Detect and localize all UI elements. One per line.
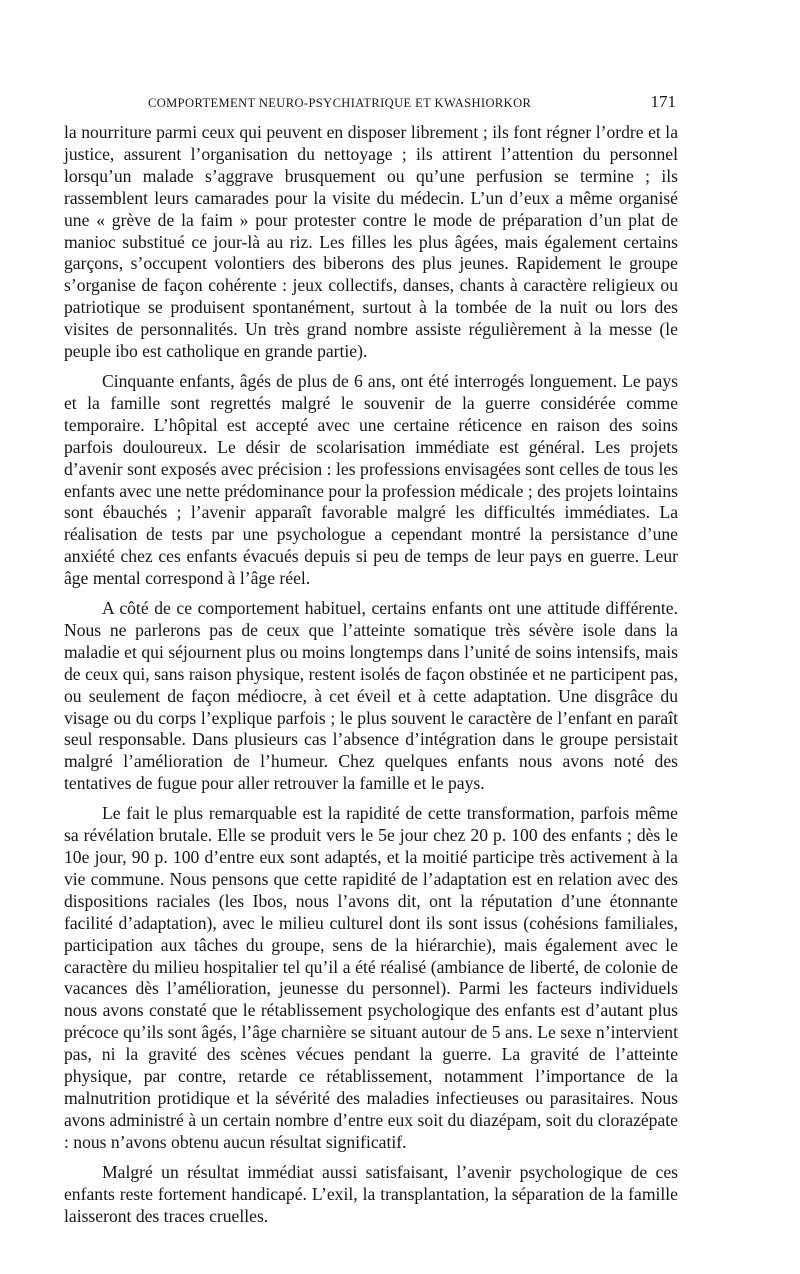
paragraph-1: la nourriture parmi ceux qui peuvent en disposer librement ; ils font régner l’ordre et la justice, assurent l’organisation du nettoyage ; ils attirent l’attention du personnel lorsqu’un malade s’aggrave brusquement ou qu’une perfusion se termine ; ils rassemblent leurs camarades pour la visite du médecin. L’un d’eux a même organisé une « grève de la faim » pour protester contre le mode de préparation d’un plat de manioc substitué ce jour-là au riz. Les filles les plus âgées, mais également certains garçons, s’occupent volontiers des biberons des plus jeunes. Rapidement le groupe s’organise de façon cohérente : jeux collectifs, danses, chants à caractère religieux ou patriotique se produisent spontanément, surtout à la tombée de la nuit ou lors des visites de personnalités. Un très grand nombre assiste régulièrement à la messe (le peuple ibo est catholique en grande partie). [64,122,678,362]
running-head [148,92,676,112]
paragraph-5: Malgré un résultat immédiat aussi satisfaisant, l’avenir psychologique de ces enfants reste fortement handicapé. L’exil, la transplantation, la séparation de la famille laisseront des traces cruelles. [64,1161,678,1226]
paragraph-2: Cinquante enfants, âgés de plus de 6 ans, ont été interrogés longuement. Le pays et la famille sont regrettés malgré le souvenir de la guerre considérée comme temporaire. L’hôpital est accepté avec une certaine réticence en raison des soins parfois douloureux. Le désir de scolarisation immédiate est général. Les projets d’avenir sont exposés avec précision : les professions envisagées sont celles de tous les enfants avec une nette prédominance pour la profession médicale ; des projets lointains sont ébauchés ; l’avenir apparaît favorable malgré les difficultés immédiates. La réalisation de tests par une psychologue a cependant montré la persistance d’une anxiété chez ces enfants évacués depuis si peu de temps de leur pays en guerre. Leur âge mental correspond à l’âge réel. [64,370,678,589]
paragraph-3: A côté de ce comportement habituel, certains enfants ont une attitude différente. Nous ne parlerons pas de ceux que l’atteinte somatique très sévère isole dans la maladie et qui séjournent plus ou moins longtemps dans l’unité de soins intensifs, mais de ceux qui, sans raison physique, restent isolés de façon obstinée et ne participent pas, ou seulement de façon médiocre, à cet éveil et à cette adaptation. Une disgrâce du visage ou du corps l’explique parfois ; le plus souvent le caractère de l’enfant en paraît seul responsable. Dans plusieurs cas l’absence d’intégration dans le groupe persistait malgré l’amélioration de l’humeur. Chez quelques enfants nous avons noté des tentatives de fugue pour aller retrouver la famille et le pays. [64,598,678,794]
body-text [64,122,678,1227]
paragraph-4: Le fait le plus remarquable est la rapidité de cette transformation, parfois même sa révélation brutale. Elle se produit vers le 5e jour chez 20 p. 100 des enfants ; dès le 10e jour, 90 p. 100 d’entre eux sont adaptés, et la moitié participe très activement à la vie commune. Nous pensons que cette rapidité de l’adaptation est en relation avec des dispositions raciales (les Ibos, nous l’avons dit, ont la réputation d’une étonnante facilité d’adaptation), avec le milieu culturel dont ils sont issus (cohésions familiales, participation aux tâches du groupe, sens de la hiérarchie), mais également avec le caractère du milieu hospitalier tel qu’il a été réalisé (ambiance de liberté, de colonie de vacances dès l’amélioration, jeunesse du personnel). Parmi les facteurs individuels nous avons constaté que le rétablissement psychologique des enfants est d’autant plus précoce qu’ils sont âgés, l’âge charnière se situant autour de 5 ans. Le sexe n’intervient pas, ni la gravité des scènes vécues pendant la guerre. La gravité de l’atteinte physique, par contre, retarde ce rétablissement, notamment l’importance de la malnutrition protidique et la sévérité des maladies infectieuses ou parasitaires. Nous avons administré à un certain nombre d’entre eux soit du diazépam, soit du clorazépate : nous n’avons obtenu aucun résultat significatif. [64,803,678,1152]
page-number: 171 [650,92,676,111]
running-title: COMPORTEMENT NEURO-PSYCHIATRIQUE ET KWASHIORKOR [148,96,532,110]
